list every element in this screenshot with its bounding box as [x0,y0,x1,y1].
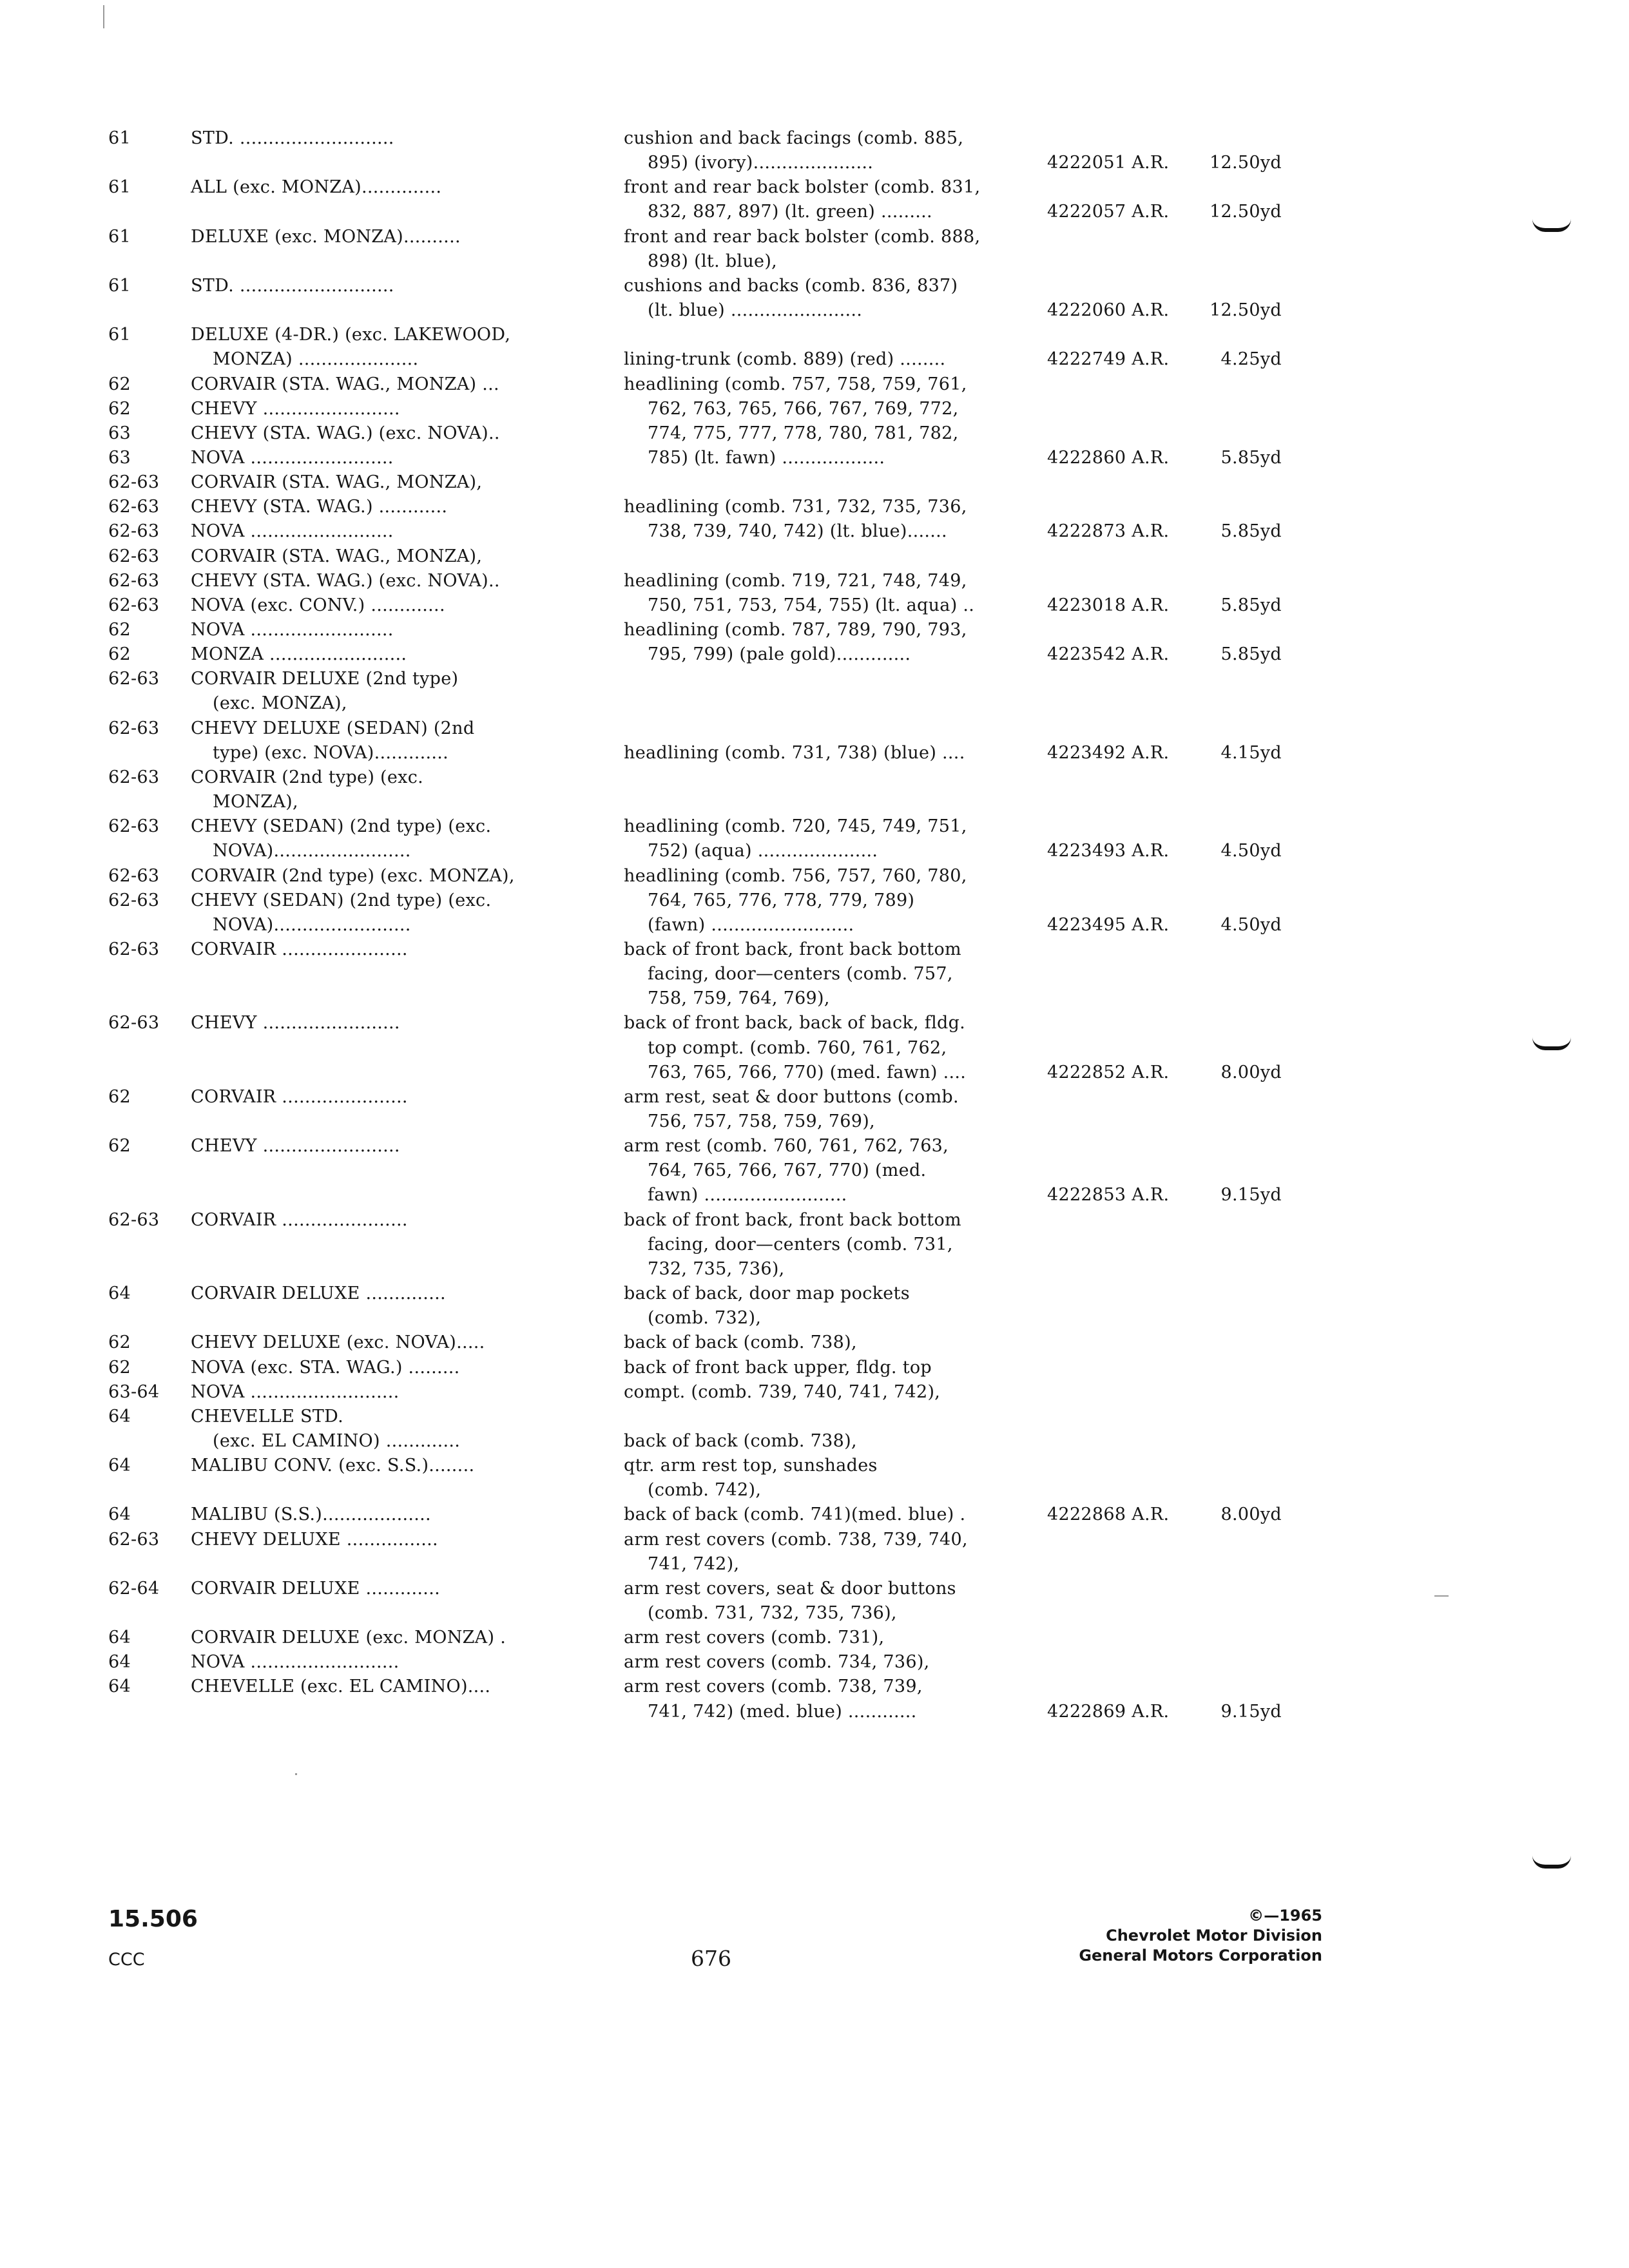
row-model: CHEVY (SEDAN) (2nd type) (exc. [191,816,492,836]
row-part-number: 4223495 A.R. [1047,915,1170,935]
row-model: CHEVY ........................ [191,1013,400,1033]
row-model-cont: MONZA) ..................... [213,349,419,369]
row-year: 64 [108,1283,131,1303]
row-model: MALIBU (S.S.)................... [191,1504,431,1524]
row-description-cont: 732, 735, 736), [648,1259,785,1279]
row-quantity: 8.00yd [1220,1062,1282,1082]
row-year: 62 [108,644,131,664]
row-description-cont: 741, 742) (med. blue) ............ [648,1702,917,1722]
row-description: front and rear back bolster (comb. 831, [624,177,981,197]
row-year: 63-64 [108,1382,160,1402]
row-description: back of back (comb. 741)(med. blue) . [624,1504,966,1524]
row-part-number: 4222852 A.R. [1047,1062,1170,1082]
row-model: STD. ........................... [191,276,394,296]
row-description: lining-trunk (comb. 889) (red) ........ [624,349,946,369]
row-quantity: 12.50yd [1210,202,1282,222]
row-model-cont: (exc. MONZA), [213,693,347,713]
row-model: CHEVY DELUXE (exc. NOVA)..... [191,1332,485,1352]
row-model: NOVA ......................... [191,521,394,541]
catalog-code: CCC [108,1950,145,1970]
row-part-number: 4222868 A.R. [1047,1504,1170,1524]
row-description-cont: top compt. (comb. 760, 761, 762, [648,1038,947,1058]
row-description: arm rest covers (comb. 738, 739, [624,1677,923,1696]
row-year: 62-63 [108,939,160,959]
row-quantity: 9.15yd [1220,1702,1282,1722]
row-description-cont: fawn) ......................... [648,1185,847,1205]
row-description-cont: 774, 775, 777, 778, 780, 781, 782, [648,423,959,443]
row-description: headlining (comb. 731, 738) (blue) .... [624,743,965,763]
row-year: 64 [108,1677,131,1696]
row-description-cont: 898) (lt. blue), [648,251,778,271]
row-description-cont: 763, 765, 766, 770) (med. fawn) .... [648,1062,967,1082]
row-description-cont: (comb. 732), [648,1308,762,1328]
row-model: MONZA ........................ [191,644,407,664]
row-model: CORVAIR (STA. WAG., MONZA), [191,546,483,566]
binding-mark [1532,1037,1571,1050]
row-year: 64 [108,1628,131,1648]
row-year: 62-63 [108,546,160,566]
row-model: CHEVY ........................ [191,399,400,419]
row-year: 62-63 [108,866,160,886]
row-quantity: 8.00yd [1220,1504,1282,1524]
row-year: 62 [108,1332,131,1352]
row-model: NOVA ......................... [191,448,394,468]
row-year: 62-63 [108,669,160,689]
row-model: DELUXE (exc. MONZA).......... [191,227,461,247]
scan-speck [1434,1595,1449,1597]
row-quantity: 4.15yd [1220,743,1282,763]
row-quantity: 12.50yd [1210,300,1282,320]
row-year: 62-63 [108,497,160,517]
row-description-cont: 832, 887, 897) (lt. green) ......... [648,202,932,222]
row-model: CORVAIR DELUXE (2nd type) [191,669,459,689]
row-description: cushions and backs (comb. 836, 837) [624,276,958,296]
scan-speck [295,1773,297,1775]
row-description-cont: 738, 739, 740, 742) (lt. blue)....... [648,521,947,541]
row-year: 62-63 [108,472,160,492]
row-model: CORVAIR (2nd type) (exc. MONZA), [191,866,515,886]
row-model: NOVA ......................... [191,620,394,640]
row-model: CHEVY (STA. WAG.) (exc. NOVA).. [191,423,500,443]
row-year: 61 [108,177,131,197]
row-description: headlining (comb. 719, 721, 748, 749, [624,571,967,591]
row-model: CORVAIR (2nd type) (exc. [191,767,423,787]
row-description: back of back, door map pockets [624,1283,910,1303]
row-description: back of front back upper, fldg. top [624,1358,932,1378]
row-year: 62-63 [108,816,160,836]
row-model: CORVAIR DELUXE ............. [191,1579,440,1599]
row-model: CHEVELLE (exc. EL CAMINO).... [191,1677,491,1696]
row-year: 61 [108,325,131,345]
row-description: back of front back, front back bottom [624,1210,961,1230]
row-description: headlining (comb. 757, 758, 759, 761, [624,374,967,394]
scan-speck [103,5,104,28]
binding-mark [1532,219,1571,232]
row-description: compt. (comb. 739, 740, 741, 742), [624,1382,941,1402]
row-model: MALIBU CONV. (exc. S.S.)........ [191,1456,475,1475]
row-quantity: 9.15yd [1220,1185,1282,1205]
row-year: 61 [108,276,131,296]
row-year: 62 [108,1087,131,1107]
row-description-cont: facing, door—centers (comb. 731, [648,1235,953,1254]
row-part-number: 4222057 A.R. [1047,202,1170,222]
row-description: arm rest covers (comb. 731), [624,1628,885,1648]
row-year: 62-63 [108,1013,160,1033]
row-quantity: 5.85yd [1220,448,1282,468]
row-year: 62 [108,620,131,640]
row-model-cont: MONZA), [213,792,298,812]
row-model-cont: type) (exc. NOVA)............. [213,743,449,763]
row-model: CHEVELLE STD. [191,1407,343,1427]
row-quantity: 4.50yd [1220,841,1282,861]
row-model: STD. ........................... [191,128,394,148]
row-model: NOVA (exc. CONV.) ............. [191,595,445,615]
copyright-block [1031,1906,1322,1966]
row-year: 62 [108,399,131,419]
row-model-cont: NOVA)........................ [213,841,411,861]
row-model: NOVA .......................... [191,1382,400,1402]
row-model: CORVAIR ...................... [191,1210,408,1230]
row-year: 64 [108,1407,131,1427]
row-description: back of front back, front back bottom [624,939,961,959]
row-model: CHEVY DELUXE ................ [191,1530,438,1550]
row-model: NOVA .......................... [191,1652,400,1672]
row-year: 61 [108,128,131,148]
row-quantity: 12.50yd [1210,153,1282,173]
row-year: 62 [108,1358,131,1378]
section-number: 15.506 [108,1906,198,1932]
row-description-cont: 752) (aqua) ..................... [648,841,878,861]
row-description: arm rest, seat & door buttons (comb. [624,1087,959,1107]
row-description: arm rest covers, seat & door buttons [624,1579,956,1599]
row-part-number: 4223492 A.R. [1047,743,1170,763]
row-year: 62-63 [108,767,160,787]
row-quantity: 5.85yd [1220,595,1282,615]
row-model-cont: NOVA)........................ [213,915,411,935]
row-part-number: 4223018 A.R. [1047,595,1170,615]
row-description: back of back (comb. 738), [624,1431,857,1451]
row-part-number: 4223542 A.R. [1047,644,1170,664]
row-model: CORVAIR DELUXE .............. [191,1283,446,1303]
row-year: 62-63 [108,718,160,738]
row-description-cont: 741, 742), [648,1554,740,1574]
row-description: headlining (comb. 731, 732, 735, 736, [624,497,967,517]
row-part-number: 4222749 A.R. [1047,349,1170,369]
row-description-cont: (fawn) ......................... [648,915,854,935]
row-description: headlining (comb. 720, 745, 749, 751, [624,816,967,836]
row-quantity: 5.85yd [1220,521,1282,541]
row-description: arm rest (comb. 760, 761, 762, 763, [624,1136,949,1156]
row-description: qtr. arm rest top, sunshades [624,1456,878,1475]
row-model: CHEVY (STA. WAG.) ............ [191,497,448,517]
row-year: 64 [108,1456,131,1475]
row-model: CORVAIR (STA. WAG., MONZA) ... [191,374,499,394]
row-year: 62-63 [108,571,160,591]
row-year: 62-64 [108,1579,160,1599]
row-description-cont: (comb. 742), [648,1480,762,1500]
row-model: CHEVY DELUXE (SEDAN) (2nd [191,718,475,738]
row-model: CHEVY (STA. WAG.) (exc. NOVA).. [191,571,500,591]
row-year: 62-63 [108,595,160,615]
row-description: arm rest covers (comb. 734, 736), [624,1652,930,1672]
row-description-cont: (comb. 731, 732, 735, 736), [648,1603,897,1623]
row-description-cont: 762, 763, 765, 766, 767, 769, 772, [648,399,959,419]
row-model: ALL (exc. MONZA).............. [191,177,442,197]
row-model: CHEVY ........................ [191,1136,400,1156]
row-model: NOVA (exc. STA. WAG.) ......... [191,1358,460,1378]
row-year: 62-63 [108,1530,160,1550]
row-quantity: 4.50yd [1220,915,1282,935]
row-description: back of back (comb. 738), [624,1332,857,1352]
row-model: CORVAIR ...................... [191,1087,408,1107]
row-year: 61 [108,227,131,247]
row-quantity: 5.85yd [1220,644,1282,664]
row-description: arm rest covers (comb. 738, 739, 740, [624,1530,968,1550]
row-description-cont: 785) (lt. fawn) .................. [648,448,885,468]
row-year: 62 [108,374,131,394]
row-description-cont: facing, door—centers (comb. 757, [648,964,953,984]
row-description-cont: 758, 759, 764, 769), [648,988,830,1008]
row-model: CORVAIR (STA. WAG., MONZA), [191,472,483,492]
row-description: cushion and back facings (comb. 885, [624,128,964,148]
corporation-name: General Motors Corporation [1079,1946,1322,1965]
row-part-number: 4222853 A.R. [1047,1185,1170,1205]
row-model: DELUXE (4-DR.) (exc. LAKEWOOD, [191,325,511,345]
row-description-cont: 764, 765, 766, 767, 770) (med. [648,1160,927,1180]
row-year: 62-63 [108,1210,160,1230]
row-part-number: 4222051 A.R. [1047,153,1170,173]
row-model: CORVAIR DELUXE (exc. MONZA) . [191,1628,506,1648]
row-description-cont: 795, 799) (pale gold)............. [648,644,911,664]
row-description-cont: 756, 757, 758, 759, 769), [648,1111,875,1131]
row-part-number: 4223493 A.R. [1047,841,1170,861]
row-description: headlining (comb. 756, 757, 760, 780, [624,866,967,886]
row-description: headlining (comb. 787, 789, 790, 793, [624,620,967,640]
row-description-cont: (lt. blue) ....................... [648,300,863,320]
row-part-number: 4222873 A.R. [1047,521,1170,541]
row-part-number: 4222869 A.R. [1047,1702,1170,1722]
row-part-number: 4222060 A.R. [1047,300,1170,320]
copyright-year: ©—1965 [1248,1907,1322,1925]
row-year: 64 [108,1652,131,1672]
division-name: Chevrolet Motor Division [1106,1927,1322,1945]
row-quantity: 4.25yd [1220,349,1282,369]
row-description: back of front back, back of back, fldg. [624,1013,966,1033]
page-number: 676 [691,1946,731,1971]
row-model: CORVAIR ...................... [191,939,408,959]
row-description: front and rear back bolster (comb. 888, [624,227,981,247]
row-year: 62-63 [108,890,160,910]
row-part-number: 4222860 A.R. [1047,448,1170,468]
row-description-cont: 764, 765, 776, 778, 779, 789) [648,890,915,910]
row-year: 62 [108,1136,131,1156]
row-year: 63 [108,423,131,443]
row-year: 63 [108,448,131,468]
row-year: 62-63 [108,521,160,541]
row-year: 64 [108,1504,131,1524]
row-model: CHEVY (SEDAN) (2nd type) (exc. [191,890,492,910]
binding-mark [1532,1856,1571,1869]
row-description-cont: 750, 751, 753, 754, 755) (lt. aqua) .. [648,595,975,615]
row-description-cont: 895) (ivory)..................... [648,153,874,173]
row-model-cont: (exc. EL CAMINO) ............. [213,1431,461,1451]
